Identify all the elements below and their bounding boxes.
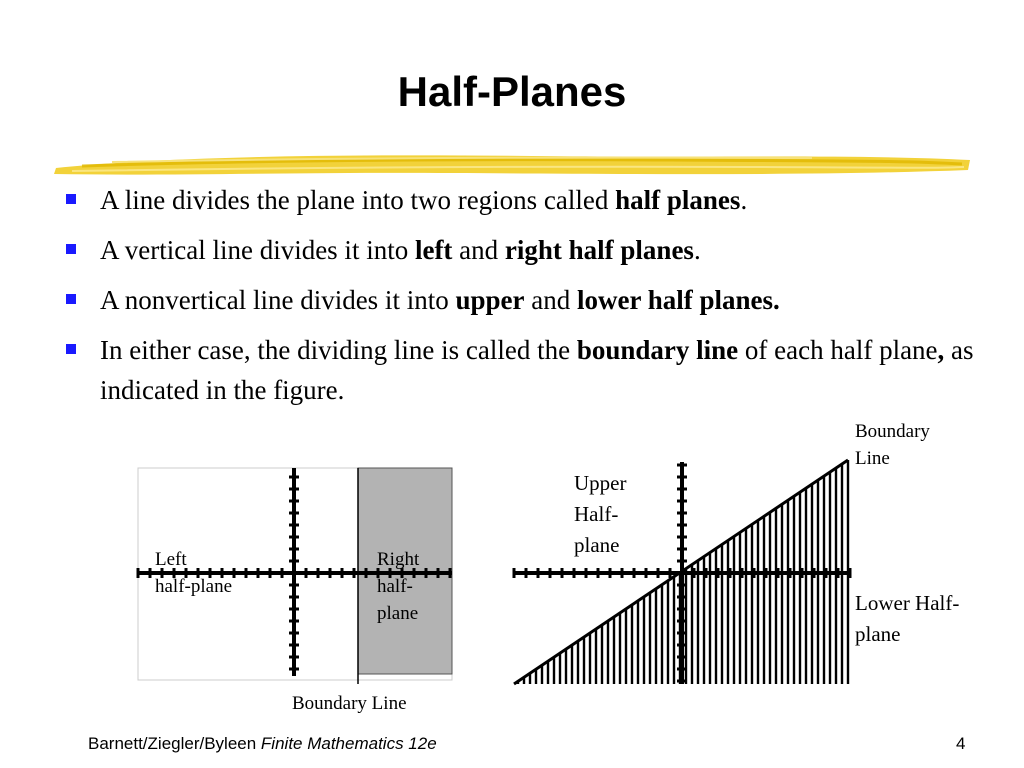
left-half-plane-label: Left half-plane (155, 549, 233, 597)
upper-half-plane-label: Upper Half- plane (574, 471, 627, 557)
slide-title: Half-Planes (397, 68, 627, 115)
right-half-plane-label: Right half- plane (377, 549, 420, 624)
page-number: 4 (956, 734, 966, 753)
lower-half-plane-label: Lower Half- plane (855, 591, 960, 646)
bullet-item: A vertical line divides it into left and right half planes. (62, 230, 982, 270)
bullet-item: In either case, the dividing line is called the boundary line of each half plane, as indicated in the figure. (62, 330, 982, 410)
boundary-line-label: Boundary Line (855, 421, 930, 469)
bullet-item: A line divides the plane into two regions called half planes. (62, 180, 982, 220)
left-figure-caption: Boundary Line (292, 693, 407, 714)
bullet-item: A nonvertical line divides it into upper and lower half planes. (62, 280, 982, 320)
footer-citation: Barnett/Ziegler/Byleen Finite Mathematics 12e (88, 734, 437, 753)
